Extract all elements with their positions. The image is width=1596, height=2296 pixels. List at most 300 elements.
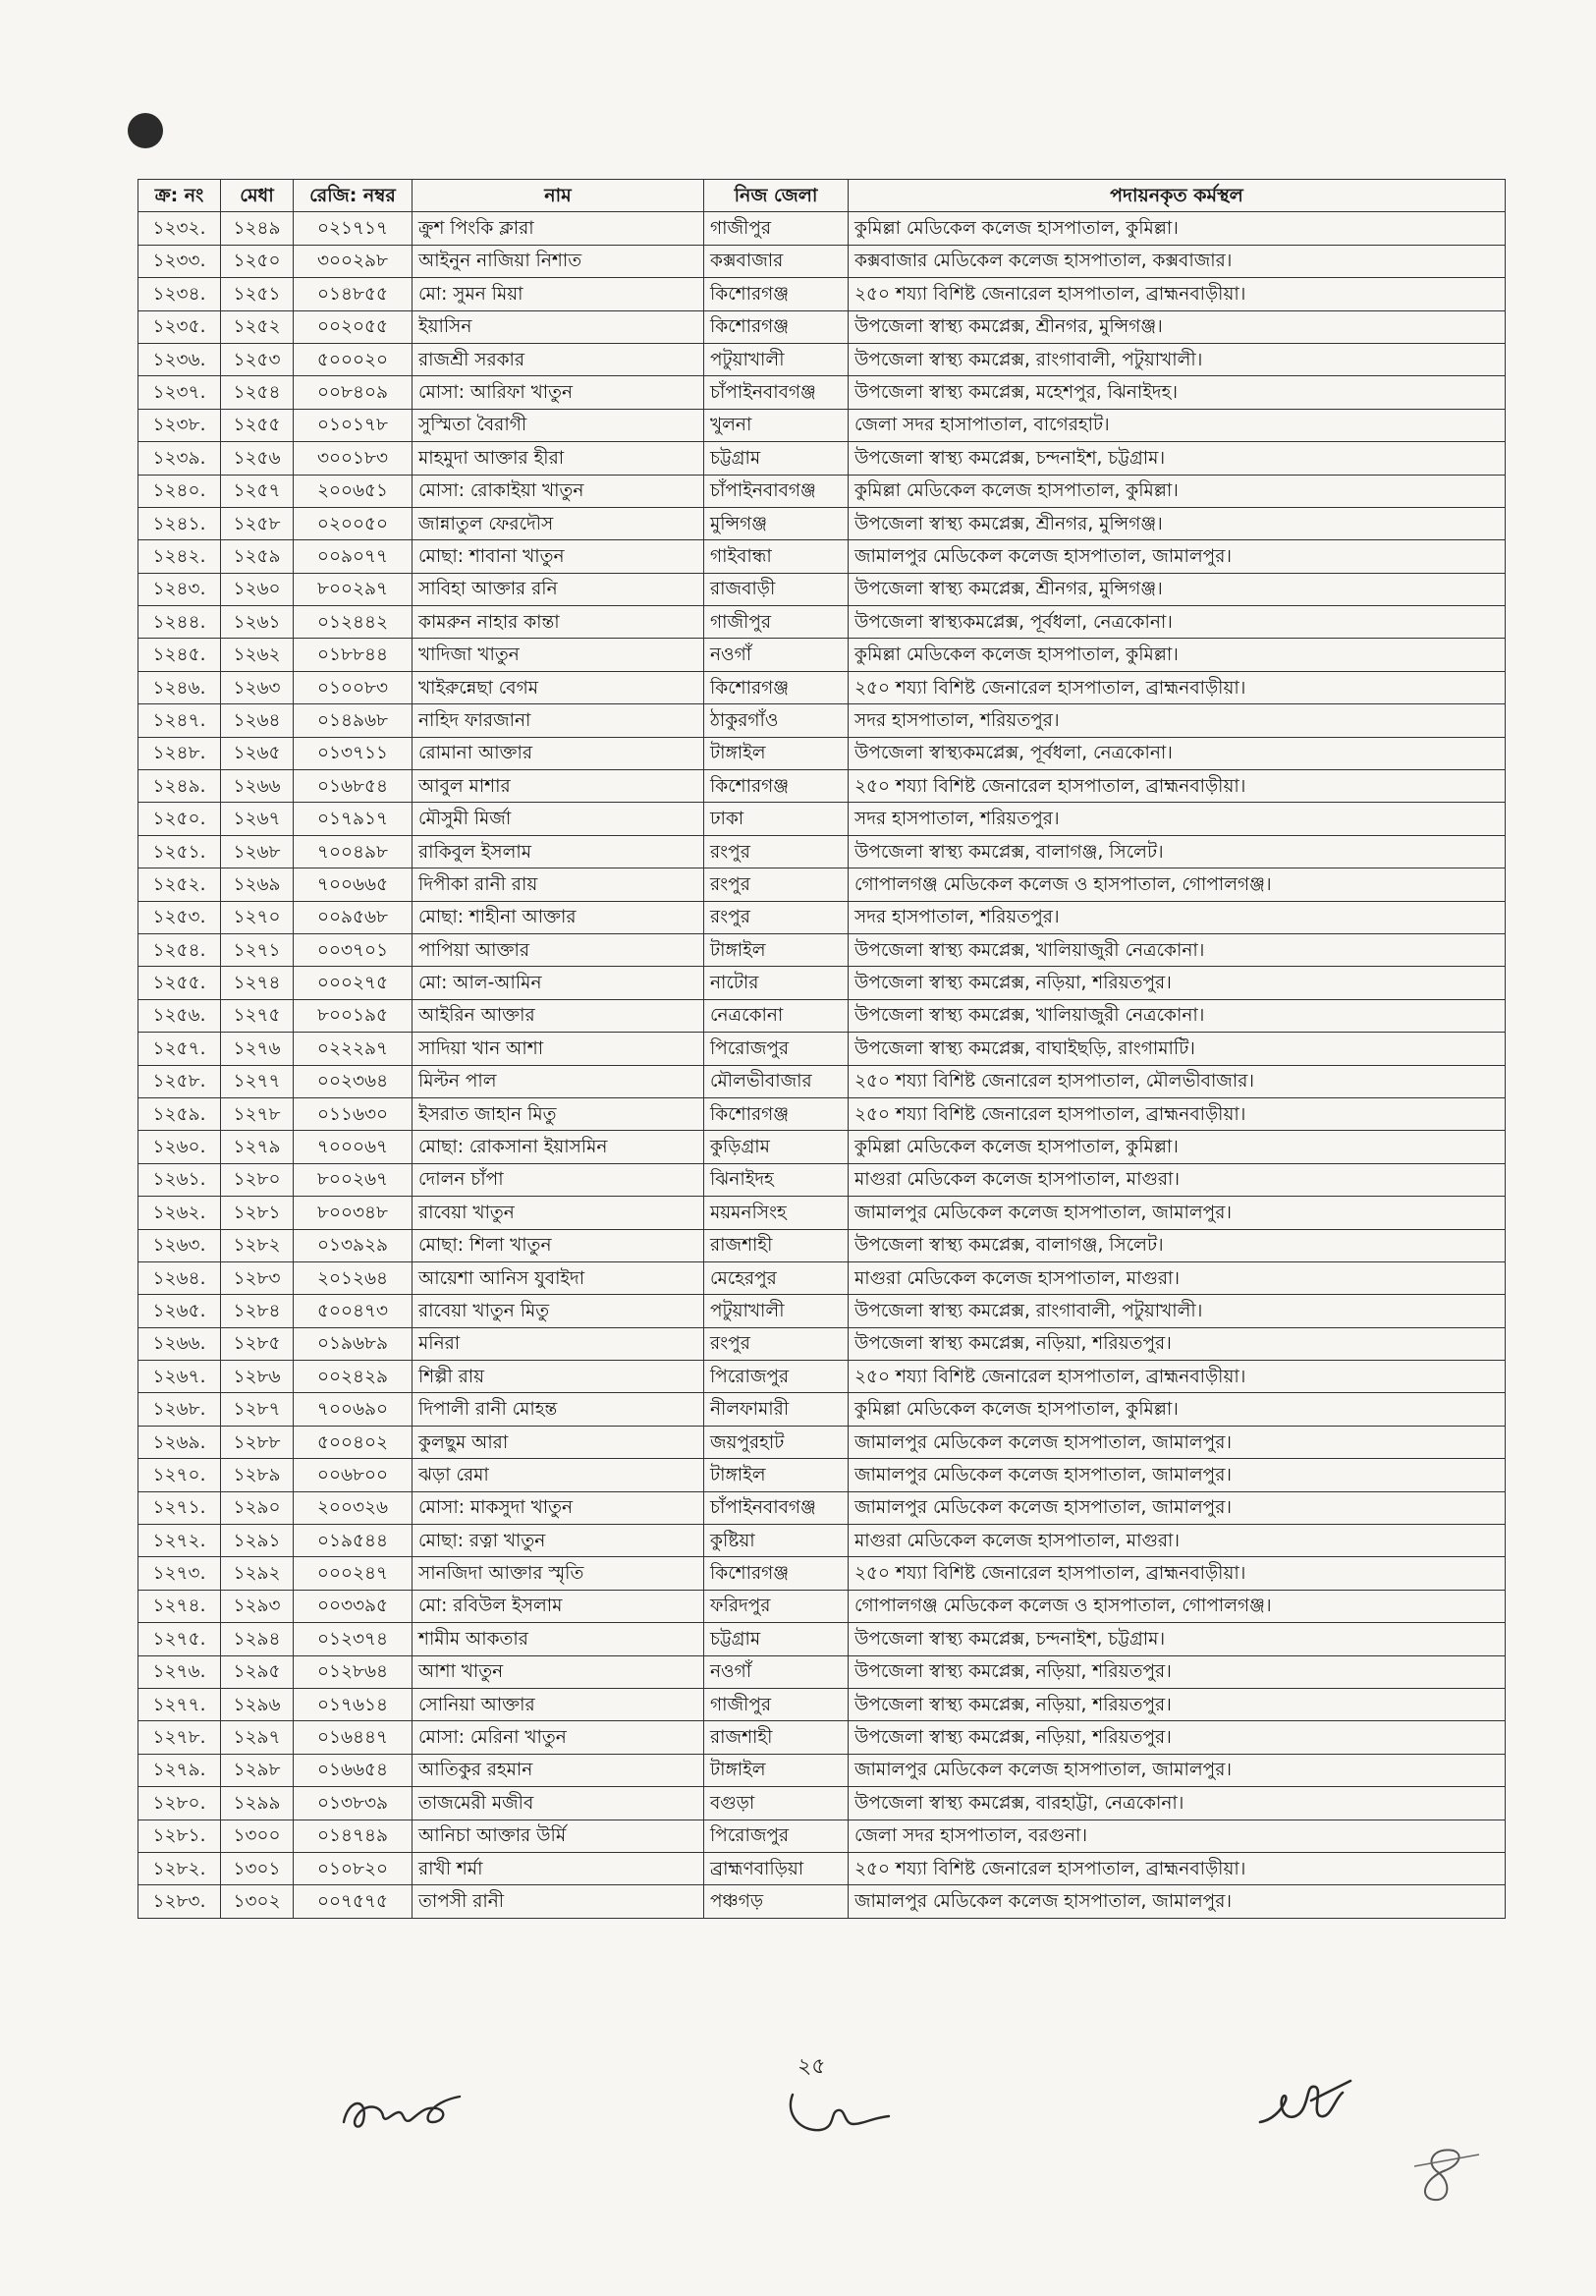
cell-reg: ২০০৬৫১ [294, 475, 413, 507]
punch-hole [128, 113, 163, 148]
cell-posting: ২৫০ শয্যা বিশিষ্ট জেনারেল হাসপাতাল, ব্রাহ্মনবাড়ীয়া। [849, 1097, 1506, 1130]
cell-name: আতিকুর রহমান [413, 1754, 704, 1786]
cell-serial: ১২৬৯. [138, 1426, 221, 1458]
cell-posting: কুমিল্লা মেডিকেল কলেজ হাসপাতাল, কুমিল্লা। [849, 639, 1506, 671]
cell-posting: মাগুরা মেডিকেল কলেজ হাসপাতাল, মাগুরা। [849, 1261, 1506, 1294]
cell-reg: ০০০২৭৫ [294, 967, 413, 999]
cell-district: কিশোরগঞ্জ [704, 1097, 849, 1130]
cell-district: টাঙ্গাইল [704, 1459, 849, 1491]
table-row [138, 1721, 1506, 1754]
cell-name: সাদিয়া খান আশা [413, 1033, 704, 1065]
table-row [138, 343, 1506, 375]
cell-reg: ০১০৮২০ [294, 1852, 413, 1884]
cell-posting: উপজেলা স্বাস্থ্য কমপ্লেক্স, শ্রীনগর, মুন্সিগঞ্জ। [849, 573, 1506, 605]
table-row [138, 999, 1506, 1032]
cell-merit: ১২৫২ [221, 310, 294, 343]
cell-name: শামীম আকতার [413, 1623, 704, 1655]
header-posting: পদায়নকৃত কর্মস্থল [849, 180, 1506, 212]
cell-merit: ১২৯৩ [221, 1590, 294, 1622]
cell-name: দিপালী রানী মোহন্ত [413, 1393, 704, 1426]
cell-district: জয়পুরহাট [704, 1426, 849, 1458]
cell-reg: ০২০০৫০ [294, 507, 413, 539]
cell-merit: ১২৬৩ [221, 671, 294, 703]
cell-posting: উপজেলা স্বাস্থ্য কমপ্লেক্স, নড়িয়া, শরিয়তপুর। [849, 1688, 1506, 1720]
cell-name: রাবেয়া খাতুন [413, 1197, 704, 1229]
cell-reg: ০১৬৬৫৪ [294, 1754, 413, 1786]
table-row [138, 1131, 1506, 1163]
table-row [138, 1590, 1506, 1622]
cell-serial: ১২৩৮. [138, 409, 221, 441]
signature-left [334, 2083, 471, 2142]
cell-reg: ৭০০৬৬৫ [294, 868, 413, 901]
cell-merit: ১২৬৫ [221, 737, 294, 769]
table-row [138, 1459, 1506, 1491]
cell-district: কুড়িগ্রাম [704, 1131, 849, 1163]
cell-posting: ২৫০ শয্যা বিশিষ্ট জেনারেল হাসপাতাল, মৌলভীবাজার। [849, 1065, 1506, 1097]
cell-name: দিপীকা রানী রায় [413, 868, 704, 901]
cell-reg: ০০৩৭০১ [294, 933, 413, 966]
cell-merit: ১৩০০ [221, 1820, 294, 1852]
table-row [138, 967, 1506, 999]
header-name: নাম [413, 180, 704, 212]
cell-district: রাজবাড়ী [704, 573, 849, 605]
cell-district: বগুড়া [704, 1787, 849, 1820]
cell-district: ব্রাহ্মণবাড়িয়া [704, 1852, 849, 1884]
cell-merit: ১২৭১ [221, 933, 294, 966]
cell-merit: ১২৫৪ [221, 376, 294, 409]
cell-name: মিল্টন পাল [413, 1065, 704, 1097]
cell-posting: উপজেলা স্বাস্থ্য কমপ্লেক্স, নড়িয়া, শরিয়তপুর। [849, 1655, 1506, 1688]
cell-name: মো: আল-আমিন [413, 967, 704, 999]
cell-merit: ১২৭৯ [221, 1131, 294, 1163]
cell-serial: ১২৮০. [138, 1787, 221, 1820]
cell-name: মোসা: মেরিনা খাতুন [413, 1721, 704, 1754]
cell-name: মোসা: মাকসুদা খাতুন [413, 1491, 704, 1524]
cell-posting: সদর হাসপাতাল, শরিয়তপুর। [849, 901, 1506, 933]
cell-serial: ১২৭৪. [138, 1590, 221, 1622]
cell-reg: ৮০০২৬৭ [294, 1163, 413, 1196]
cell-district: ঢাকা [704, 803, 849, 835]
cell-posting: উপজেলা স্বাস্থ্য কমপ্লেক্স, চন্দনাইশ, চট্টগ্রাম। [849, 1623, 1506, 1655]
cell-district: পটুয়াখালী [704, 1295, 849, 1327]
cell-serial: ১২৭৫. [138, 1623, 221, 1655]
table-row [138, 1852, 1506, 1884]
cell-serial: ১২৬৮. [138, 1393, 221, 1426]
cell-posting: উপজেলা স্বাস্থ্য কমপ্লেক্স, রাংগাবালী, পটুয়াখালী। [849, 343, 1506, 375]
cell-name: মোছা: রত্না খাতুন [413, 1525, 704, 1557]
cell-posting: কুমিল্লা মেডিকেল কলেজ হাসপাতাল, কুমিল্লা। [849, 212, 1506, 245]
cell-merit: ১২৮০ [221, 1163, 294, 1196]
cell-reg: ০১৬৪৪৭ [294, 1721, 413, 1754]
cell-merit: ১২৮৭ [221, 1393, 294, 1426]
table-row [138, 1688, 1506, 1720]
cell-reg: ০১৯৬৮৯ [294, 1327, 413, 1360]
cell-posting: জামালপুর মেডিকেল কলেজ হাসপাতাল, জামালপুর। [849, 1491, 1506, 1524]
cell-district: গাজীপুর [704, 212, 849, 245]
cell-serial: ১২৪৭. [138, 704, 221, 737]
cell-merit: ১২৯৬ [221, 1688, 294, 1720]
cell-name: মাহমুদা আক্তার হীরা [413, 442, 704, 475]
cell-posting: জামালপুর মেডিকেল কলেজ হাসপাতাল, জামালপুর। [849, 1885, 1506, 1918]
cell-serial: ১২৫৬. [138, 999, 221, 1032]
table-row [138, 442, 1506, 475]
cell-serial: ১২৮১. [138, 1820, 221, 1852]
cell-serial: ১২৫২. [138, 868, 221, 901]
cell-posting: উপজেলা স্বাস্থ্য কমপ্লেক্স, বাঘাইছড়ি, রাংগামাটি। [849, 1033, 1506, 1065]
table-row [138, 376, 1506, 409]
cell-serial: ১২৭৩. [138, 1557, 221, 1590]
cell-serial: ১২৫৭. [138, 1033, 221, 1065]
cell-district: নীলফামারী [704, 1393, 849, 1426]
cell-posting: উপজেলা স্বাস্থ্য কমপ্লেক্স, বারহাট্টা, নেত্রকোনা। [849, 1787, 1506, 1820]
cell-district: চাঁপাইনবাবগঞ্জ [704, 1491, 849, 1524]
table-row [138, 1426, 1506, 1458]
cell-merit: ১২৫৯ [221, 540, 294, 573]
cell-serial: ১২৪৬. [138, 671, 221, 703]
cell-merit: ১২৫০ [221, 245, 294, 277]
cell-posting: জামালপুর মেডিকেল কলেজ হাসপাতাল, জামালপুর। [849, 1754, 1506, 1786]
cell-merit: ১২৯২ [221, 1557, 294, 1590]
cell-reg: ০১৩৯২৯ [294, 1229, 413, 1261]
cell-serial: ১২৬১. [138, 1163, 221, 1196]
table-row [138, 933, 1506, 966]
table-row [138, 1885, 1506, 1918]
cell-name: তাপসী রানী [413, 1885, 704, 1918]
table-row [138, 639, 1506, 671]
table-row [138, 1525, 1506, 1557]
cell-merit: ১২৯১ [221, 1525, 294, 1557]
cell-merit: ১২৯৪ [221, 1623, 294, 1655]
cell-merit: ১২৯৮ [221, 1754, 294, 1786]
header-district: নিজ জেলা [704, 180, 849, 212]
cell-posting: গোপালগঞ্জ মেডিকেল কলেজ ও হাসপাতাল, গোপালগঞ্জ। [849, 868, 1506, 901]
cell-merit: ১২৬৪ [221, 704, 294, 737]
cell-posting: উপজেলা স্বাস্থ্যকমপ্লেক্স, পূর্বধলা, নেত্রকোনা। [849, 606, 1506, 639]
cell-reg: ৫০০০২০ [294, 343, 413, 375]
cell-name: আয়েশা আনিস যুবাইদা [413, 1261, 704, 1294]
cell-serial: ১২৪৯. [138, 770, 221, 803]
cell-district: কিশোরগঞ্জ [704, 671, 849, 703]
cell-district: পিরোজপুর [704, 1033, 849, 1065]
cell-district: রাজশাহী [704, 1229, 849, 1261]
cell-district: রংপুর [704, 1327, 849, 1360]
table-row [138, 245, 1506, 277]
table-row [138, 212, 1506, 245]
table-row [138, 868, 1506, 901]
cell-serial: ১২৫৯. [138, 1097, 221, 1130]
cell-name: মোসা: আরিফা খাতুন [413, 376, 704, 409]
table-row [138, 409, 1506, 441]
cell-merit: ১২৮২ [221, 1229, 294, 1261]
cell-reg: ০২১৭১৭ [294, 212, 413, 245]
cell-serial: ১২৬৫. [138, 1295, 221, 1327]
cell-posting: কুমিল্লা মেডিকেল কলেজ হাসপাতাল, কুমিল্লা। [849, 1393, 1506, 1426]
cell-posting: মাগুরা মেডিকেল কলেজ হাসপাতাল, মাগুরা। [849, 1163, 1506, 1196]
cell-reg: ০১০১৭৮ [294, 409, 413, 441]
table-row [138, 737, 1506, 769]
cell-district: নাটোর [704, 967, 849, 999]
cell-district: ঝিনাইদহ [704, 1163, 849, 1196]
cell-posting: মাগুরা মেডিকেল কলেজ হাসপাতাল, মাগুরা। [849, 1525, 1506, 1557]
cell-merit: ১২৭০ [221, 901, 294, 933]
cell-district: কিশোরগঞ্জ [704, 310, 849, 343]
table-row [138, 540, 1506, 573]
cell-serial: ১২৬৪. [138, 1261, 221, 1294]
cell-serial: ১২৪৪. [138, 606, 221, 639]
table-row [138, 671, 1506, 703]
cell-posting: কুমিল্লা মেডিকেল কলেজ হাসপাতাল, কুমিল্লা। [849, 475, 1506, 507]
cell-posting: জামালপুর মেডিকেল কলেজ হাসপাতাল, জামালপুর। [849, 1426, 1506, 1458]
cell-reg: ০০২৩৬৪ [294, 1065, 413, 1097]
cell-name: মোসা: রোকাইয়া খাতুন [413, 475, 704, 507]
cell-serial: ১২৪০. [138, 475, 221, 507]
cell-district: রংপুর [704, 868, 849, 901]
table-row [138, 1557, 1506, 1590]
cell-district: মুন্সিগঞ্জ [704, 507, 849, 539]
cell-serial: ১২৩৫. [138, 310, 221, 343]
cell-reg: ৭০০৪৯৮ [294, 835, 413, 868]
cell-serial: ১২৭৯. [138, 1754, 221, 1786]
cell-name: খাইরুন্নেছা বেগম [413, 671, 704, 703]
cell-name: সানজিদা আক্তার স্মৃতি [413, 1557, 704, 1590]
cell-serial: ১২৭৮. [138, 1721, 221, 1754]
cell-name: সাবিহা আক্তার রনি [413, 573, 704, 605]
cell-reg: ৮০০৩৪৮ [294, 1197, 413, 1229]
cell-posting: উপজেলা স্বাস্থ্য কমপ্লেক্স, নড়িয়া, শরিয়তপুর। [849, 967, 1506, 999]
cell-reg: ০০৬৮০০ [294, 1459, 413, 1491]
cell-name: ক্রুশ পিংকি ক্লারা [413, 212, 704, 245]
cell-district: রংপুর [704, 901, 849, 933]
table-row [138, 1623, 1506, 1655]
cell-district: কুষ্টিয়া [704, 1525, 849, 1557]
cell-reg: ০১৩৭১১ [294, 737, 413, 769]
cell-posting: জামালপুর মেডিকেল কলেজ হাসপাতাল, জামালপুর। [849, 540, 1506, 573]
cell-reg: ০১০০৮৩ [294, 671, 413, 703]
cell-reg: ৮০০১৯৫ [294, 999, 413, 1032]
table-row [138, 310, 1506, 343]
cell-reg: ০১৭৯১৭ [294, 803, 413, 835]
cell-name: আনিচা আক্তার উর্মি [413, 1820, 704, 1852]
cell-name: মৌসুমী মির্জা [413, 803, 704, 835]
cell-merit: ১২৯৭ [221, 1721, 294, 1754]
cell-district: ফরিদপুর [704, 1590, 849, 1622]
cell-serial: ১২৫০. [138, 803, 221, 835]
cell-district: রংপুর [704, 835, 849, 868]
cell-merit: ১২৫৬ [221, 442, 294, 475]
cell-merit: ১২৮৯ [221, 1459, 294, 1491]
cell-district: গাজীপুর [704, 1688, 849, 1720]
table-row [138, 1065, 1506, 1097]
table-row [138, 507, 1506, 539]
cell-merit: ১২৫৫ [221, 409, 294, 441]
cell-posting: উপজেলা স্বাস্থ্য কমপ্লেক্স, শ্রীনগর, মুন্সিগঞ্জ। [849, 310, 1506, 343]
cell-posting: উপজেলা স্বাস্থ্য কমপ্লেক্স, শ্রীনগর, মুন্সিগঞ্জ। [849, 507, 1506, 539]
cell-posting: জেলা সদর হাসাপাতাল, বাগেরহাট। [849, 409, 1506, 441]
cell-posting: জামালপুর মেডিকেল কলেজ হাসপাতাল, জামালপুর। [849, 1459, 1506, 1491]
cell-name: সোনিয়া আক্তার [413, 1688, 704, 1720]
cell-serial: ১২৩৯. [138, 442, 221, 475]
cell-merit: ১২৬০ [221, 573, 294, 605]
cell-district: মেহেরপুর [704, 1261, 849, 1294]
cell-serial: ১২৪৩. [138, 573, 221, 605]
cell-reg: ৩০০১৮৩ [294, 442, 413, 475]
cell-serial: ১২৪৮. [138, 737, 221, 769]
cell-merit: ১২৬১ [221, 606, 294, 639]
table-row [138, 1655, 1506, 1688]
cell-merit: ১২৬২ [221, 639, 294, 671]
cell-name: কুলছুম আরা [413, 1426, 704, 1458]
cell-reg: ০১৪৯৬৮ [294, 704, 413, 737]
header-serial: ক্র: নং [138, 180, 221, 212]
cell-reg: ০২২২৯৭ [294, 1033, 413, 1065]
cell-name: রোমানা আক্তার [413, 737, 704, 769]
cell-name: সুস্মিতা বৈরাগী [413, 409, 704, 441]
table-row [138, 1229, 1506, 1261]
cell-name: মো: সুমন মিয়া [413, 278, 704, 310]
table-row [138, 1491, 1506, 1524]
cell-serial: ১২৪১. [138, 507, 221, 539]
table-row [138, 606, 1506, 639]
cell-reg: ০০২০৫৫ [294, 310, 413, 343]
cell-name: জান্নাতুল ফেরদৌস [413, 507, 704, 539]
cell-reg: ২০১২৬৪ [294, 1261, 413, 1294]
cell-reg: ০০৯০৭৭ [294, 540, 413, 573]
cell-district: চট্টগ্রাম [704, 1623, 849, 1655]
cell-name: মোছা: রোকসানা ইয়াসমিন [413, 1131, 704, 1163]
signature-right [1252, 2071, 1360, 2140]
cell-merit: ১২৫৭ [221, 475, 294, 507]
cell-district: পিরোজপুর [704, 1361, 849, 1393]
cell-serial: ১২৭৬. [138, 1655, 221, 1688]
cell-district: রাজশাহী [704, 1721, 849, 1754]
cell-merit: ১২৭৫ [221, 999, 294, 1032]
cell-reg: ০১৬৮৫৪ [294, 770, 413, 803]
cell-reg: ৭০০৬৯০ [294, 1393, 413, 1426]
cell-merit: ১২৭৮ [221, 1097, 294, 1130]
cell-merit: ১২৫১ [221, 278, 294, 310]
cell-posting: উপজেলা স্বাস্থ্যকমপ্লেক্স, পূর্বধলা, নেত্রকোনা। [849, 737, 1506, 769]
table-row [138, 803, 1506, 835]
cell-name: নাহিদ ফারজানা [413, 704, 704, 737]
cell-posting: ২৫০ শয্যা বিশিষ্ট জেনারেল হাসপাতাল, ব্রাহ্মনবাড়ীয়া। [849, 671, 1506, 703]
cell-name: পাপিয়া আক্তার [413, 933, 704, 966]
cell-name: রাবেয়া খাতুন মিতু [413, 1295, 704, 1327]
cell-posting: উপজেলা স্বাস্থ্য কমপ্লেক্স, নড়িয়া, শরিয়তপুর। [849, 1327, 1506, 1360]
table-row [138, 770, 1506, 803]
cell-reg: ০০২৪২৯ [294, 1361, 413, 1393]
table-row [138, 1393, 1506, 1426]
table-row [138, 573, 1506, 605]
cell-name: রাজশ্রী সরকার [413, 343, 704, 375]
cell-merit: ১২৭৬ [221, 1033, 294, 1065]
cell-serial: ১২৭২. [138, 1525, 221, 1557]
cell-district: টাঙ্গাইল [704, 737, 849, 769]
cell-district: কিশোরগঞ্জ [704, 1557, 849, 1590]
cell-posting: সদর হাসপাতাল, শরিয়তপুর। [849, 803, 1506, 835]
cell-name: খাদিজা খাতুন [413, 639, 704, 671]
cell-posting: ২৫০ শয্যা বিশিষ্ট জেনারেল হাসপাতাল, ব্রাহ্মনবাড়ীয়া। [849, 278, 1506, 310]
cell-serial: ১২৪৫. [138, 639, 221, 671]
cell-reg: ০০৮৪০৯ [294, 376, 413, 409]
cell-district: ময়মনসিংহ [704, 1197, 849, 1229]
cell-reg: ০১১৬৩০ [294, 1097, 413, 1130]
cell-district: গাইবান্ধা [704, 540, 849, 573]
cell-merit: ১২৮৮ [221, 1426, 294, 1458]
cell-reg: ০১২৩৭৪ [294, 1623, 413, 1655]
cell-posting: উপজেলা স্বাস্থ্য কমপ্লেক্স, চন্দনাইশ, চট্টগ্রাম। [849, 442, 1506, 475]
cell-district: টাঙ্গাইল [704, 1754, 849, 1786]
cell-posting: জেলা সদর হাসপাতাল, বরগুনা। [849, 1820, 1506, 1852]
table-row [138, 1361, 1506, 1393]
cell-reg: ০০৯৫৬৮ [294, 901, 413, 933]
cell-serial: ১২৩৬. [138, 343, 221, 375]
cell-district: কিশোরগঞ্জ [704, 770, 849, 803]
corner-handwritten-mark [1395, 2137, 1483, 2215]
header-reg: রেজি: নম্বর [294, 180, 413, 212]
cell-name: আবুল মাশার [413, 770, 704, 803]
table-row [138, 475, 1506, 507]
cell-posting: ২৫০ শয্যা বিশিষ্ট জেনারেল হাসপাতাল, ব্রাহ্মনবাড়ীয়া। [849, 1557, 1506, 1590]
cell-serial: ১২৬৭. [138, 1361, 221, 1393]
cell-posting: উপজেলা স্বাস্থ্য কমপ্লেক্স, খালিয়াজুরী নেত্রকোনা। [849, 999, 1506, 1032]
table-row [138, 704, 1506, 737]
cell-posting: উপজেলা স্বাস্থ্য কমপ্লেক্স, বালাগঞ্জ, সিলেট। [849, 835, 1506, 868]
cell-serial: ১২৭৭. [138, 1688, 221, 1720]
cell-district: পটুয়াখালী [704, 343, 849, 375]
cell-reg: ০০৩৩৯৫ [294, 1590, 413, 1622]
table-row [138, 835, 1506, 868]
cell-posting: উপজেলা স্বাস্থ্য কমপ্লেক্স, খালিয়াজুরী নেত্রকোনা। [849, 933, 1506, 966]
cell-merit: ১২৪৯ [221, 212, 294, 245]
table-row [138, 1033, 1506, 1065]
cell-reg: ৫০০৪৭৩ [294, 1295, 413, 1327]
cell-district: নেত্রকোনা [704, 999, 849, 1032]
cell-reg: ৫০০৪০২ [294, 1426, 413, 1458]
cell-posting: উপজেলা স্বাস্থ্য কমপ্লেক্স, রাংগাবালী, পটুয়াখালী। [849, 1295, 1506, 1327]
cell-merit: ১২৮৪ [221, 1295, 294, 1327]
cell-reg: ০০০২৪৭ [294, 1557, 413, 1590]
header-merit: মেধা [221, 180, 294, 212]
cell-reg: ০১৪৮৫৫ [294, 278, 413, 310]
table-row [138, 1787, 1506, 1820]
cell-merit: ১২৭৭ [221, 1065, 294, 1097]
cell-merit: ১২৬৬ [221, 770, 294, 803]
table-row [138, 1261, 1506, 1294]
cell-serial: ১২৮২. [138, 1852, 221, 1884]
cell-serial: ১২৬৬. [138, 1327, 221, 1360]
cell-merit: ১২৬৭ [221, 803, 294, 835]
cell-name: তাজমেরী মজীব [413, 1787, 704, 1820]
cell-district: টাঙ্গাইল [704, 933, 849, 966]
cell-serial: ১২৭১. [138, 1491, 221, 1524]
cell-district: চট্টগ্রাম [704, 442, 849, 475]
table-row [138, 1197, 1506, 1229]
cell-merit: ১২৬৯ [221, 868, 294, 901]
posting-table-container [138, 179, 1505, 1919]
cell-serial: ১২৩৩. [138, 245, 221, 277]
cell-serial: ১২৩৭. [138, 376, 221, 409]
cell-serial: ১২৫৩. [138, 901, 221, 933]
table-row [138, 1295, 1506, 1327]
cell-district: নওগাঁ [704, 1655, 849, 1688]
cell-district: কক্সবাজার [704, 245, 849, 277]
cell-merit: ১২৫৮ [221, 507, 294, 539]
cell-reg: ৮০০২৯৭ [294, 573, 413, 605]
table-row [138, 1327, 1506, 1360]
cell-merit: ১২৮১ [221, 1197, 294, 1229]
cell-serial: ১২৩২. [138, 212, 221, 245]
cell-name: আশা খাতুন [413, 1655, 704, 1688]
